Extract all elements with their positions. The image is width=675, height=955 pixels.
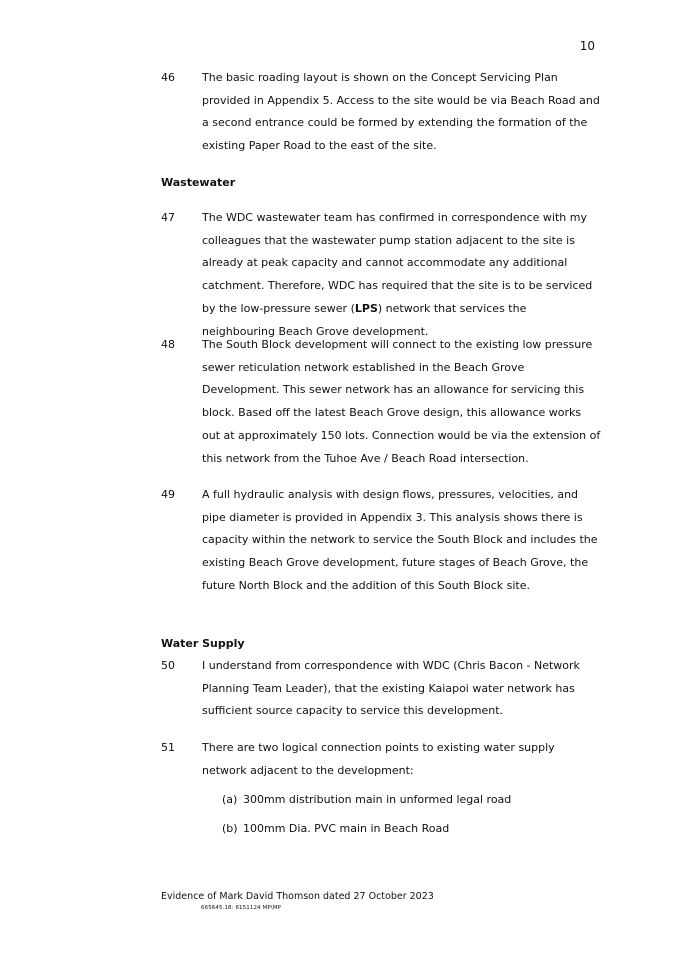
paragraph-number: 51 bbox=[161, 741, 175, 754]
paragraph-number: 48 bbox=[161, 338, 175, 351]
paragraph-number: 46 bbox=[161, 71, 175, 84]
paragraph-text: I understand from correspondence with WDC (Chris Bacon - Network Planning Team Leader), that the existing Kaiapoi water network has sufficient source capacity to service this development. bbox=[202, 659, 580, 718]
paragraph-text bbox=[202, 207, 601, 343]
paragraph-text: The South Block development will connect to the existing low pressure sewer reticulation network established in the Beach Grove Development. This sewer network has an allowance for servicing this block. Based off the latest Beach Grove design, this allowance works out at approximately 150 lots. Connection would be via the extension of this network from the Tuhoe Ave / Beach Road intersection. bbox=[202, 338, 601, 465]
list-item-text: 100mm Dia. PVC main in Beach Road bbox=[243, 822, 450, 835]
abbreviation-lps: LPS bbox=[354, 301, 378, 315]
paragraph-46 bbox=[161, 67, 601, 158]
section-heading-wastewater: Wastewater bbox=[161, 176, 236, 189]
page-number: 10 bbox=[579, 39, 595, 53]
paragraph-49 bbox=[161, 484, 601, 598]
paragraph-number: 49 bbox=[161, 488, 175, 501]
paragraph-text-before: The WDC wastewater team has confirmed in correspondence with my colleagues that the wastewater pump station adjacent to the site is already at peak capacity and cannot accommodate any additional catchment. Therefore, WDC has required that the site is to be serviced by the low-pressure sewer ( bbox=[202, 211, 593, 315]
paragraph-text: A full hydraulic analysis with design flows, pressures, velocities, and pipe diameter is provided in Appendix 3. This analysis shows there is capacity within the network to service the South Block and includes the existing Beach Grove development, future stages of Beach Grove, the future North Block and the addition of this South Block site. bbox=[202, 488, 598, 592]
paragraph-number: 47 bbox=[161, 211, 175, 224]
list-item-a bbox=[222, 793, 511, 806]
footer-reference: 665645.18: 6151124 MP\MP bbox=[201, 905, 281, 911]
paragraph-text-after: ) network that services the neighbouring Beach Grove development. bbox=[202, 301, 527, 338]
paragraph-51 bbox=[161, 737, 601, 782]
paragraph-48 bbox=[161, 334, 601, 470]
list-marker: (b) bbox=[222, 822, 238, 835]
paragraph-text: The basic roading layout is shown on the Concept Servicing Plan provided in Appendix 5. Access to the site would be via Beach Road and a second entrance could be formed by extending the formation of the existing Paper Road to the east of the site. bbox=[202, 71, 600, 153]
section-heading-water-supply: Water Supply bbox=[161, 637, 245, 650]
paragraph-text: There are two logical connection points to existing water supply network adjacent to the development: bbox=[202, 741, 555, 777]
list-item-text: 300mm distribution main in unformed legal road bbox=[243, 793, 512, 806]
footer-evidence: Evidence of Mark David Thomson dated 27 October 2023 bbox=[161, 891, 434, 902]
paragraph-number: 50 bbox=[161, 659, 175, 672]
paragraph-50 bbox=[161, 655, 601, 723]
list-item-b bbox=[222, 822, 449, 835]
list-marker: (a) bbox=[222, 793, 238, 806]
paragraph-47 bbox=[161, 207, 601, 343]
